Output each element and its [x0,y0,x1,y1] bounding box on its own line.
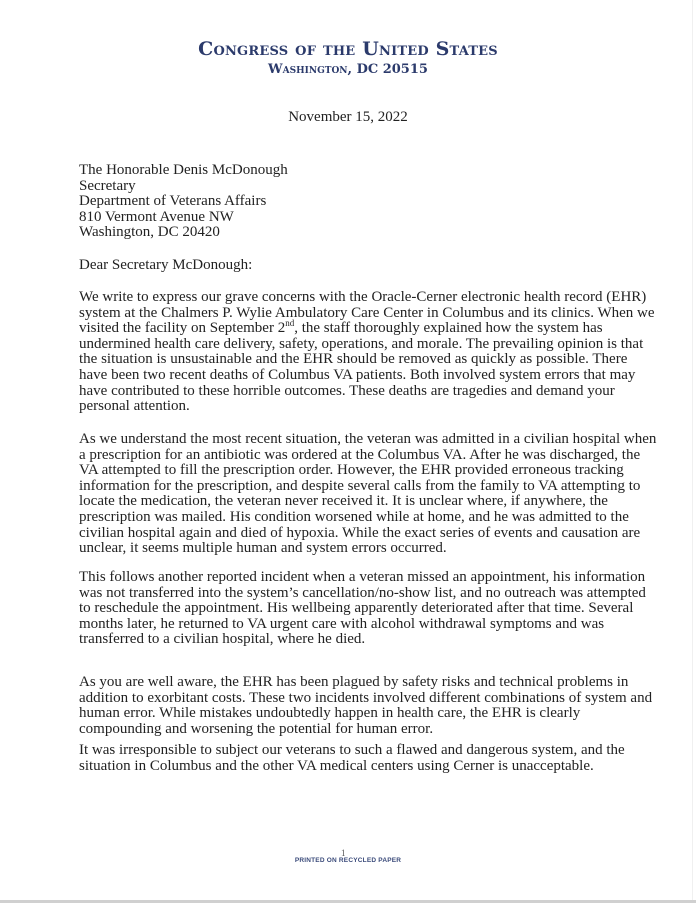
paragraph-1 [79,290,659,415]
page-number: 1 [341,848,346,858]
recycled-paper-footer: PRINTED ON RECYCLED PAPER [294,857,402,864]
recipient-address [79,163,659,241]
letter-date: November 15, 2022 [288,109,408,125]
paragraph-5: It was irresponsible to subject our veterans to such a flawed and dangerous system, and the situation in Columbus and the other VA medical centers using Cerner is unacceptable. [79,742,625,774]
recipient-department: Department of Veterans Affairs [79,193,267,210]
paragraph-1-text-b: , the staff thoroughly explained how the system has undermined health care delivery, safety, operations, and morale. The prevailing opinion is that the situation is unsustainable and the EHR should be removed as quickly as possible. There have been two recent deaths of Columbus VA patients. Both involved system errors that may have contributed to these horrible outcomes. These deaths are tragedies and demand your personal attention. [79,320,644,415]
recipient-street: 810 Vermont Avenue NW [79,208,234,225]
salutation: Dear Secretary McDonough: [79,257,253,273]
recipient-name: The Honorable Denis McDonough [79,162,288,178]
recipient-title: Secretary [79,177,136,194]
paragraph-2: As we understand the most recent situation, the veteran was admitted in a civilian hospital when a prescription for an antibiotic was ordered at the Columbus VA. After he was discharged, the VA attempted to fill the prescription order. However, the EHR provided erroneous tracking information for the prescription, and despite several calls from the family to VA attempting to locate the medication, the veteran never received it. It is unclear where, if anywhere, the prescription was mailed. His condition worsened while at home, and he was admitted to the civilian hospital again and died of hypoxia. While the exact series of events and causation are unclear, it seems multiple human and system errors occurred. [79,431,657,557]
letterhead-organization: Congress of the United States [198,38,498,60]
letterhead [0,38,696,79]
page-edge-divider [692,0,693,900]
paragraph-1-text-a: We write to express our grave concerns with the Oracle-Cerner electronic health record (EHR) system at the Chalmers P. Wylie Ambulatory Care Center in Columbus and its clinics. When we visited the facility on September 2 [79,289,655,337]
paragraph-4: As you are well aware, the EHR has been plagued by safety risks and technical problems in addition to exorbitant costs. These two incidents involved different combinations of system and human error. While mistakes undoubtedly happen in health care, the EHR is clearly compounding and worsening the potential for human error. [79,674,653,737]
recipient-city: Washington, DC 20420 [79,224,220,241]
paragraph-3: This follows another reported incident when a veteran missed an appointment, his information was not transferred into the system’s cancellation/no-show list, and no outreach was attempted to reschedule the appointment. His wellbeing apparently deteriorated after that time. Several months later, he returned to VA urgent care with alcohol withdrawal symptoms and was transferred to a civilian hospital, where he died. [79,569,646,648]
letterhead-location: Washington, DC 20515 [268,62,428,77]
paragraph-1-superscript: nd [285,318,295,329]
